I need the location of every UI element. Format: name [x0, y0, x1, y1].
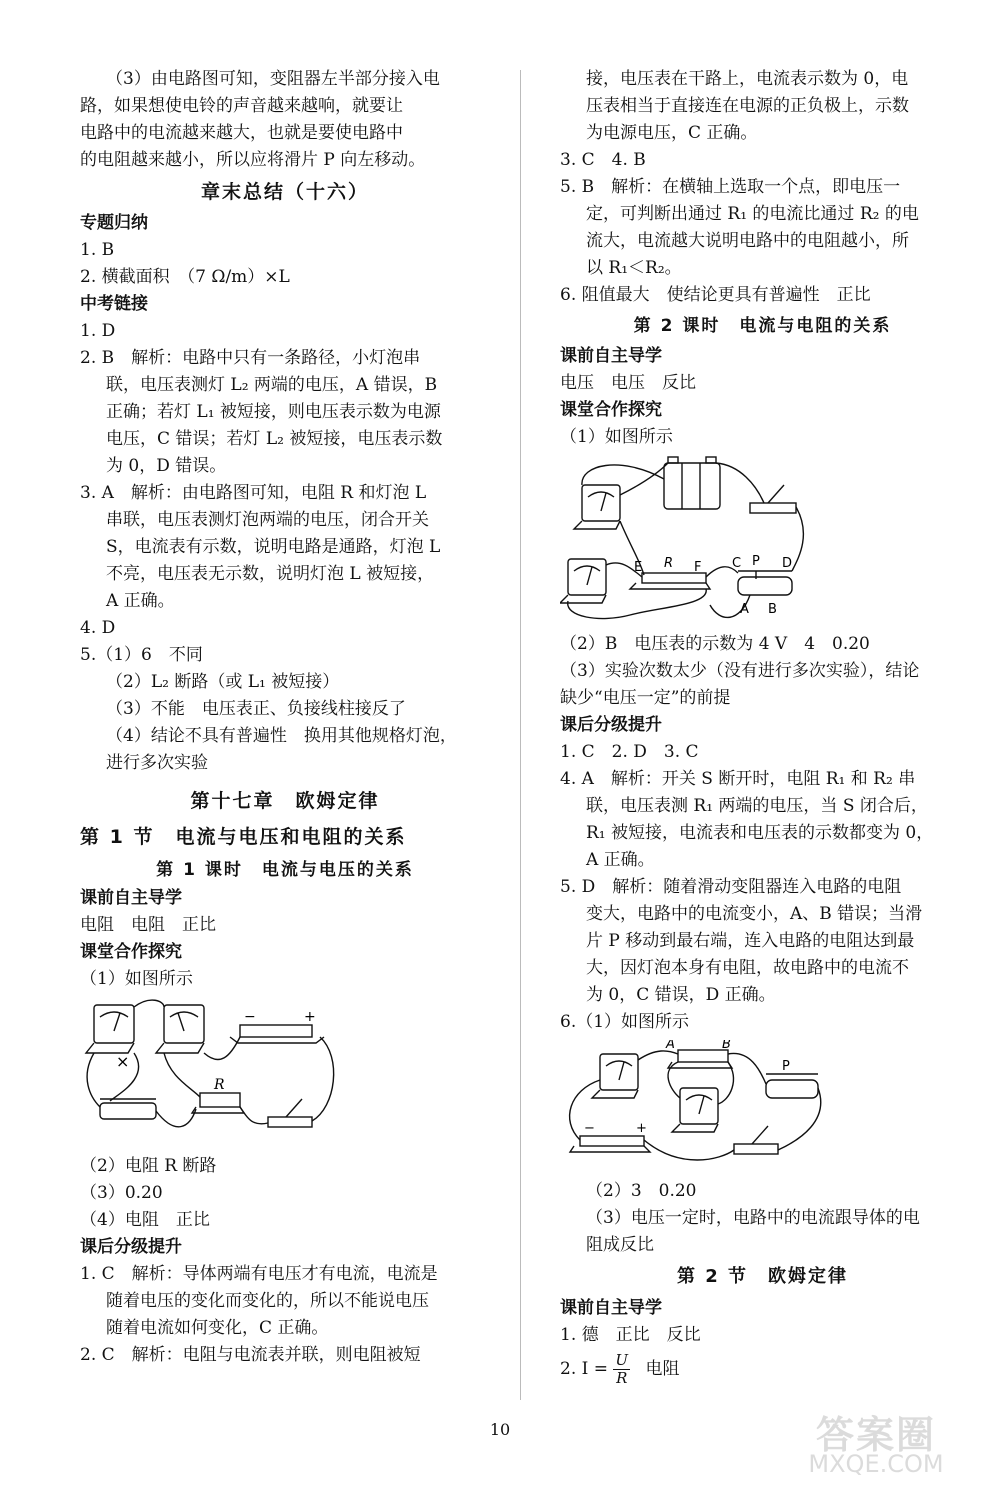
formula-line	[560, 1349, 965, 1389]
class-heading: 课堂合作探究	[560, 400, 662, 420]
answer-line: 联，电压表测灯 L₂ 两端的电压，A 错误，B	[106, 375, 438, 395]
label-d: D	[782, 556, 793, 571]
answer-line: 5.（1）6 不同	[80, 645, 203, 665]
answer-line: （4）结论不具有普遍性 换用其他规格灯泡，	[106, 726, 457, 746]
answer-line: （3）实验次数太少（没有进行多次实验），结论	[560, 661, 920, 681]
answer-line: （2）电阻 R 断路	[80, 1156, 217, 1176]
answer-line: 4. D	[80, 618, 116, 638]
label-b: B	[768, 602, 777, 617]
chapter17-title: 第十七章 欧姆定律	[190, 790, 380, 812]
answer-line: 5. B 解析：在横轴上选取一个点，即电压一	[560, 177, 901, 197]
answer-line: 4. A 解析：开关 S 断开时，电阻 R₁ 和 R₂ 串	[560, 769, 916, 789]
minus-label: −	[244, 1009, 256, 1025]
circuit-diagram-3	[560, 1040, 830, 1172]
answer-line: 串联，电压表测灯泡两端的电压，闭合开关	[106, 510, 429, 530]
class-heading: 课堂合作探究	[80, 942, 182, 962]
exam-heading: 中考链接	[80, 294, 148, 314]
label-a: A	[740, 602, 749, 617]
formula-suffix: 电阻	[645, 1359, 680, 1379]
plus-label: +	[636, 1121, 647, 1136]
lesson1-title: 第 1 课时 电流与电压的关系	[156, 860, 414, 880]
watermark	[778, 1404, 974, 1478]
answer-line: 为 0，C 错误，D 正确。	[586, 985, 776, 1005]
post-heading: 课后分级提升	[560, 715, 662, 735]
label-b: B	[722, 1040, 731, 1052]
label-r: R	[664, 556, 674, 571]
answer-line: （3）电压一定时，电路中的电流跟导体的电	[586, 1208, 920, 1228]
answer-line: 不亮，电压表无示数，说明灯泡 L 被短接，	[106, 564, 435, 584]
answer-line: 阻成反比	[586, 1235, 654, 1255]
post-heading: 课后分级提升	[80, 1237, 182, 1257]
answer-line: 1. C 解析：导体两端有电压才有电流，电流是	[80, 1264, 438, 1284]
svg-text:×: ×	[116, 1052, 130, 1071]
answer-line: 6.（1）如图所示	[560, 1012, 690, 1032]
answer-line: 1. D	[80, 321, 116, 341]
answer-line: （4）电阻 正比	[80, 1210, 210, 1230]
lesson2-title: 第 2 课时 电流与电阻的关系	[633, 316, 892, 336]
text-line: 电路中的电流越来越大，也就是要使电路中	[80, 123, 403, 143]
answer-line: 正确；若灯 L₁ 被短接，则电压表示数为电源	[106, 402, 441, 422]
pre-study-heading: 课前自主导学	[560, 346, 662, 366]
answer-line: 2. B 解析：电路中只有一条路径，小灯泡串	[80, 348, 421, 368]
answer-line: 3. C 4. B	[560, 150, 646, 170]
answer-line: 大，因灯泡本身有电阻，故电路中的电流不	[586, 958, 909, 978]
section1-title: 第 1 节 电流与电压和电阻的关系	[80, 826, 407, 848]
label-e: E	[634, 560, 643, 575]
exam-answers	[80, 318, 490, 777]
text-line: 的电阻越来越小，所以应将滑片 P 向左移动。	[80, 150, 426, 170]
text-line: 路，如果想使电铃的声音越来越响，就要让	[80, 96, 403, 116]
answer-line: R₁ 被短接，电流表和电压表的示数都变为 0，	[586, 823, 934, 843]
figure-caption: （1）如图所示	[560, 427, 673, 447]
answer-line: 为电源电压，C 正确。	[586, 123, 758, 143]
answer-line: 随着电流如何变化，C 正确。	[106, 1318, 329, 1338]
intro-paragraph	[80, 66, 490, 174]
circuit-diagram-2	[560, 455, 820, 625]
answer-line: （2）B 电压表的示数为 4 V 4 0.20	[560, 634, 870, 654]
page-number: 10	[489, 1420, 511, 1439]
right-column	[560, 66, 965, 1389]
answer-line: A 正确。	[106, 591, 175, 611]
plus-label: +	[304, 1009, 316, 1025]
answer-line: 为 0，D 错误。	[106, 456, 227, 476]
answer-line: 以 R₁＜R₂。	[586, 258, 682, 278]
answer-line: A 正确。	[586, 850, 655, 870]
label-p: P	[752, 554, 760, 569]
watermark-text: 答案圈	[815, 1413, 936, 1457]
topic-heading: 专题归纳	[80, 213, 148, 233]
answer-line: 2. 横截面积 （7 Ω/m）×L	[80, 267, 290, 287]
figure-caption: （1）如图所示	[80, 969, 193, 989]
pre-study-heading: 课前自主导学	[80, 888, 182, 908]
resistor-label: R	[214, 1077, 225, 1093]
circuit-diagram-1	[80, 997, 340, 1147]
answer-line: 缺少“电压一定”的前提	[560, 688, 731, 708]
answer-line: 变大，电路中的电流变小，A、B 错误；当滑	[586, 904, 923, 924]
chapter-summary-title: 章末总结（十六）	[200, 181, 369, 203]
answer-line: 电阻 电阻 正比	[80, 915, 216, 935]
answer-line: 联，电压表测 R₁ 两端的电压，当 S 闭合后，	[586, 796, 928, 816]
section2-title: 第 2 节 欧姆定律	[676, 1266, 849, 1287]
answer-line: 3. A 解析：由电路图可知，电阻 R 和灯泡 L	[80, 483, 427, 503]
answer-line: （2）3 0.20	[586, 1181, 697, 1201]
answer-line: 2. C 解析：电阻与电流表并联，则电阻被短	[80, 1345, 421, 1365]
label-c: C	[732, 556, 742, 571]
fraction-denominator: R	[616, 1369, 628, 1387]
left-column	[80, 66, 490, 1369]
answer-line: （3）0.20	[80, 1183, 163, 1203]
answer-line: 定，可判断出通过 R₁ 的电流比通过 R₂ 的电	[586, 204, 919, 224]
pre-study-heading: 课前自主导学	[560, 1298, 662, 1318]
label-a: A	[666, 1040, 675, 1052]
label-p: P	[782, 1059, 790, 1074]
answer-line: 流大，电流越大说明电路中的电阻越小，所	[586, 231, 909, 251]
answer-line: 电压 电压 反比	[560, 373, 696, 393]
answer-line: （3）不能 电压表正、负接线柱接反了	[106, 699, 406, 719]
answer-line: 1. B	[80, 240, 115, 260]
column-divider	[520, 70, 521, 1400]
answer-line: 压表相当于直接连在电源的正负极上，示数	[586, 96, 909, 116]
fraction-numerator: U	[615, 1351, 629, 1369]
text-line: （3）由电路图可知，变阻器左半部分接入电	[106, 69, 440, 89]
answer-line: 电压，C 错误；若灯 L₂ 被短接，电压表示数	[106, 429, 443, 449]
answer-line: 随着电压的变化而变化的，所以不能说电压	[106, 1291, 429, 1311]
label-f: F	[694, 560, 702, 575]
answer-line: 6. 阻值最大 使结论更具有普遍性 正比	[560, 285, 871, 305]
formula-prefix: 2. I =	[560, 1359, 608, 1379]
answer-line: 片 P 移动到最右端，连入电路的电阻达到最	[586, 931, 915, 951]
watermark-url: MXQE.COM	[808, 1450, 944, 1478]
answer-line: 1. 德 正比 反比	[560, 1325, 701, 1345]
fraction	[613, 1352, 630, 1387]
answer-line: （2）L₂ 断路（或 L₁ 被短接）	[106, 672, 340, 692]
minus-label: −	[584, 1121, 595, 1136]
answer-line: 接，电压表在干路上，电流表示数为 0，电	[586, 69, 909, 89]
answer-line: 1. C 2. D 3. C	[560, 742, 699, 762]
answer-line: 进行多次实验	[106, 753, 208, 773]
answer-line: 5. D 解析：随着滑动变阻器连入电路的电阻	[560, 877, 902, 897]
answer-line: S，电流表有示数，说明电路是通路，灯泡 L	[106, 537, 441, 557]
